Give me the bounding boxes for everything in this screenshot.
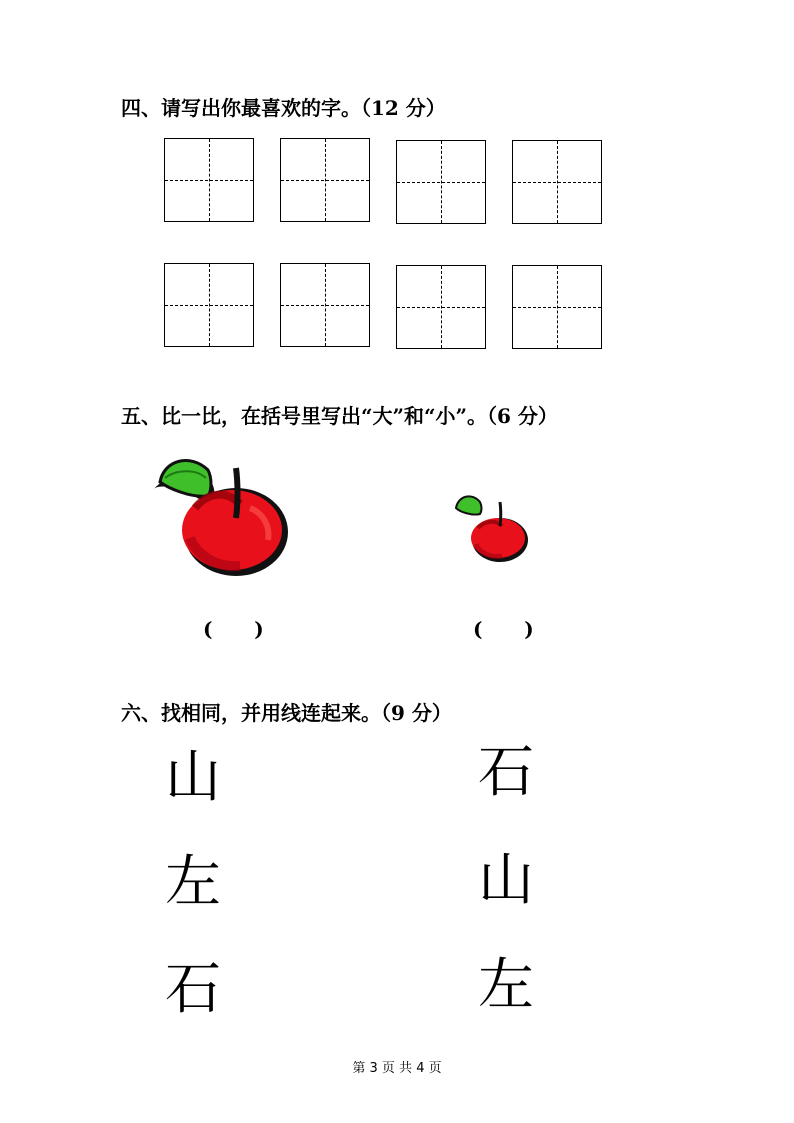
left-char[interactable]: 山 <box>165 745 221 810</box>
section-4-heading: 四、请写出你最喜欢的字。（12 分） <box>121 96 446 120</box>
section-5-heading: 五、比一比，在括号里写出“大”和“小”。（6 分） <box>121 404 558 428</box>
right-char[interactable]: 左 <box>478 953 534 1018</box>
writing-box[interactable] <box>164 138 254 222</box>
small-apple-answer-parens[interactable]: ( ) <box>473 617 534 641</box>
small-apple-image <box>452 492 532 564</box>
writing-box[interactable] <box>396 265 486 349</box>
writing-box[interactable] <box>396 140 486 224</box>
left-char[interactable]: 左 <box>165 850 221 915</box>
right-char[interactable]: 山 <box>478 848 534 913</box>
big-apple-answer-parens[interactable]: ( ) <box>203 617 264 641</box>
writing-box[interactable] <box>280 138 370 222</box>
big-apple-image <box>150 448 295 578</box>
writing-box[interactable] <box>164 263 254 347</box>
writing-box[interactable] <box>512 140 602 224</box>
section-6-heading: 六、找相同，并用线连起来。（9 分） <box>121 701 452 725</box>
writing-box[interactable] <box>512 265 602 349</box>
writing-box[interactable] <box>280 263 370 347</box>
page-footer: 第 3 页 共 4 页 <box>352 1061 442 1076</box>
left-char[interactable]: 石 <box>165 957 221 1022</box>
right-char[interactable]: 石 <box>478 740 534 805</box>
